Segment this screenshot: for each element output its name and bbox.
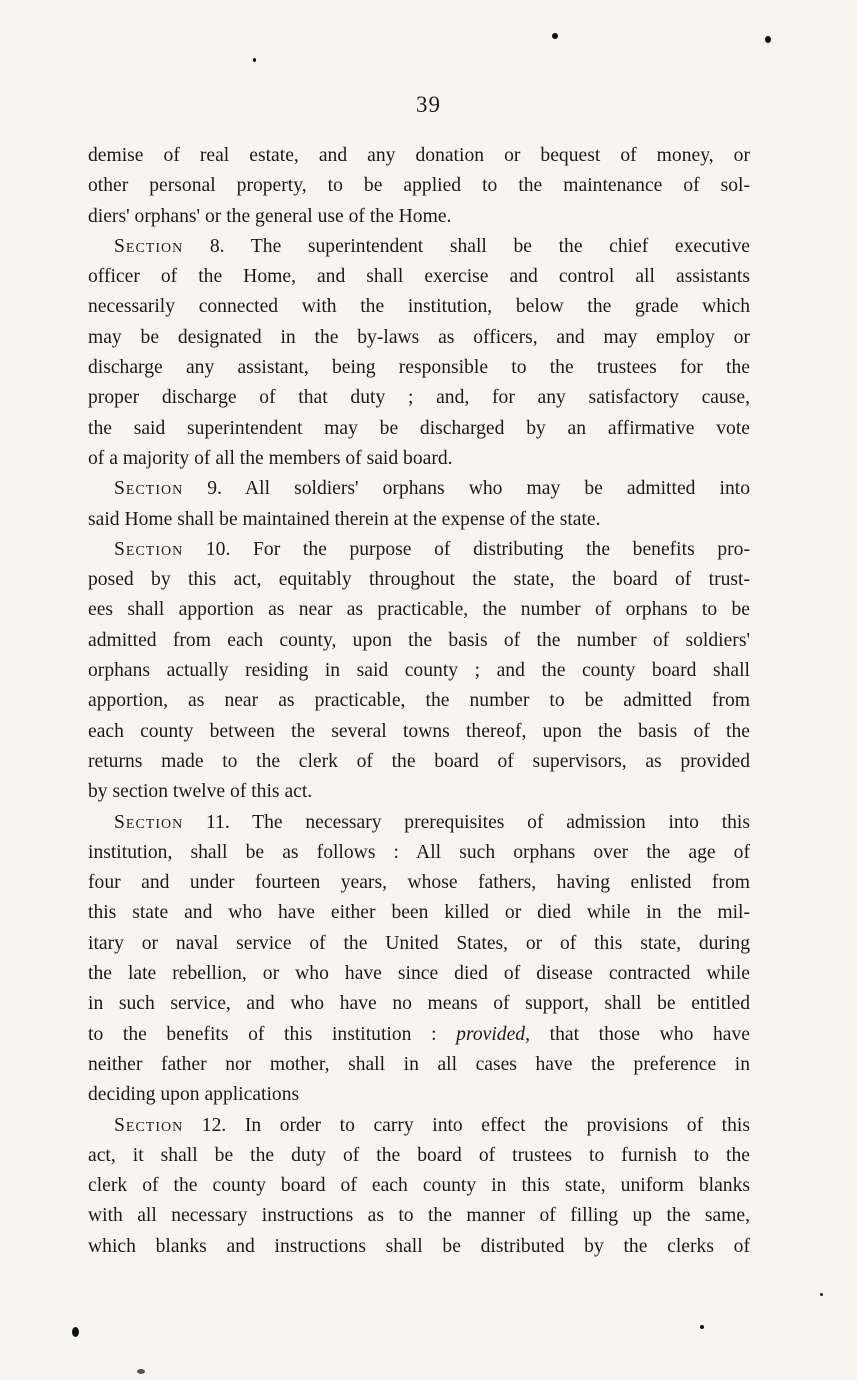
line-text: admitted from each county, upon the basis of the number of soldiers' xyxy=(88,629,750,651)
text-line xyxy=(88,868,750,898)
line-text: which blanks and instructions shall be distributed by the clerks of xyxy=(88,1235,750,1257)
text-line xyxy=(88,262,750,292)
scan-speck xyxy=(700,1325,704,1329)
line-text: proper discharge of that duty ; and, for any satisfactory cause, xyxy=(88,387,750,409)
scan-speck xyxy=(820,1293,823,1296)
text-line xyxy=(88,777,750,807)
line-text: in such service, and who have no means of support, shall be entitled xyxy=(88,993,750,1015)
line-text: ees shall apportion as near as practicable, the number of orphans to be xyxy=(88,599,750,621)
text-line xyxy=(88,141,750,171)
line-text: orphans actually residing in said county ; and the county board shall xyxy=(88,660,750,682)
text-line xyxy=(88,414,750,444)
scan-speck xyxy=(253,58,256,62)
line-text: neither father nor mother, shall in all cases have the preference in xyxy=(88,1053,750,1075)
line-text-after: that those who have xyxy=(530,1023,750,1045)
text-line xyxy=(88,202,750,232)
section-label: Section xyxy=(114,1114,184,1136)
line-text: itary or naval service of the United States, or of this state, during xyxy=(88,932,750,954)
line-text: by section twelve of this act. xyxy=(88,781,313,803)
line-text: necessarily connected with the institution, below the grade which xyxy=(88,296,750,318)
scan-speck xyxy=(72,1327,79,1337)
text-line xyxy=(88,1141,750,1171)
text-line xyxy=(88,474,750,504)
line-text: officer of the Home, and shall exercise and control all assistants xyxy=(88,266,750,288)
line-text: act, it shall be the duty of the board of trustees to furnish to the xyxy=(88,1144,750,1166)
text-line xyxy=(88,838,750,868)
line-text: other personal property, to be applied to the maintenance of sol- xyxy=(88,175,750,197)
text-line xyxy=(88,747,750,777)
line-text: discharge any assistant, being responsible to the trustees for the xyxy=(88,357,750,379)
text-line xyxy=(88,323,750,353)
section-label: Section xyxy=(114,538,184,560)
text-line xyxy=(88,898,750,928)
text-line xyxy=(88,626,750,656)
text-line xyxy=(88,444,750,474)
line-text: deciding upon applications xyxy=(88,1084,300,1106)
text-line xyxy=(88,808,750,838)
line-text: to the benefits of this institution : xyxy=(88,1023,437,1045)
text-line xyxy=(88,353,750,383)
text-line xyxy=(88,595,750,625)
text-line xyxy=(88,959,750,989)
text-line xyxy=(88,1171,750,1201)
text-line xyxy=(88,232,750,262)
text-line xyxy=(88,1201,750,1231)
scan-speck xyxy=(137,1369,145,1374)
section-label: Section xyxy=(114,478,184,500)
text-line xyxy=(88,686,750,716)
section-label: Section xyxy=(114,811,184,833)
text-line xyxy=(88,1050,750,1080)
text-line xyxy=(88,565,750,595)
line-text: returns made to the clerk of the board of supervisors, as provided xyxy=(88,750,750,772)
line-text: diers' orphans' or the general use of the Home. xyxy=(88,205,452,227)
line-text: four and under fourteen years, whose fathers, having enlisted from xyxy=(88,872,750,894)
line-text: 9. All soldiers' orphans who may be admitted into xyxy=(183,478,750,500)
line-text: 12. In order to carry into effect the provisions of this xyxy=(183,1114,750,1136)
line-text: apportion, as near as practicable, the number to be admitted from xyxy=(88,690,750,712)
page-number: 39 xyxy=(416,92,441,117)
line-text: 11. The necessary prerequisites of admission into this xyxy=(183,811,750,833)
text-line xyxy=(88,717,750,747)
line-text: of a majority of all the members of said board. xyxy=(88,447,453,469)
line-text: the said superintendent may be discharged by an affirmative vote xyxy=(88,417,750,439)
text-line xyxy=(88,505,750,535)
text-line xyxy=(88,989,750,1019)
line-text: clerk of the county board of each county in this state, uniform blanks xyxy=(88,1175,750,1197)
text-line xyxy=(88,535,750,565)
line-text: may be designated in the by-laws as officers, and may employ or xyxy=(88,326,750,348)
text-line xyxy=(88,1080,750,1110)
line-text: demise of real estate, and any donation or bequest of money, or xyxy=(88,145,750,166)
line-text: with all necessary instructions as to the manner of filling up the same, xyxy=(88,1205,750,1227)
line-text: each county between the several towns thereof, upon the basis of the xyxy=(88,720,750,742)
body-text xyxy=(88,141,750,1262)
line-text: this state and who have either been killed or died while in the mil- xyxy=(88,902,750,924)
text-line xyxy=(88,1020,750,1050)
line-text: the late rebellion, or who have since died of disease contracted while xyxy=(88,963,750,985)
line-text: 10. For the purpose of distributing the benefits pro- xyxy=(183,538,750,560)
line-text: 8. The superintendent shall be the chief executive xyxy=(183,235,750,257)
text-line xyxy=(88,171,750,201)
scan-speck xyxy=(552,33,558,39)
text-line xyxy=(88,1111,750,1141)
text-line xyxy=(88,1232,750,1262)
text-line xyxy=(88,383,750,413)
text-line xyxy=(88,292,750,322)
text-line xyxy=(88,656,750,686)
line-text: said Home shall be maintained therein at the expense of the state. xyxy=(88,508,601,530)
text-line xyxy=(88,929,750,959)
section-label: Section xyxy=(114,235,184,257)
italic-text: provided, xyxy=(456,1023,530,1045)
line-text: institution, shall be as follows : All such orphans over the age of xyxy=(88,841,750,863)
line-text: posed by this act, equitably throughout the state, the board of trust- xyxy=(88,569,750,591)
scan-speck xyxy=(765,36,771,43)
